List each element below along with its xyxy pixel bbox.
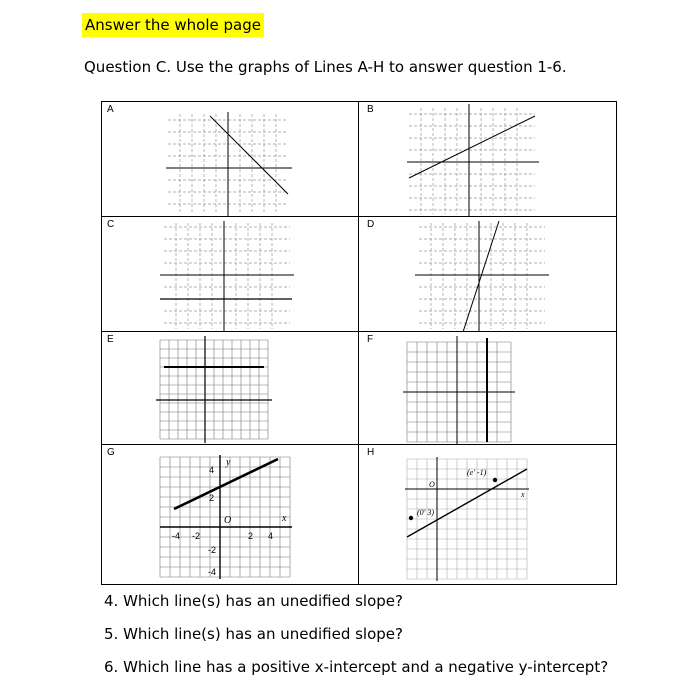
- g-axis-x-label: x: [282, 513, 287, 524]
- graph-e-plot: [102, 332, 359, 445]
- graph-cell-h: [359, 445, 616, 584]
- h-point-left: [409, 516, 413, 520]
- h-point-top-label: (e' -1): [467, 468, 487, 477]
- g-tick-xm4: -4: [172, 531, 181, 541]
- graph-label-f: F: [367, 334, 374, 345]
- graph-label-g: G: [107, 447, 115, 458]
- graph-cell-f: [359, 332, 616, 445]
- graphs-table: [101, 101, 617, 585]
- g-tick-x2: 2: [248, 531, 254, 541]
- graph-label-e: E: [107, 334, 114, 345]
- g-tick-ym4: -4: [208, 567, 217, 577]
- graph-cell-d: [359, 217, 616, 332]
- graph-label-a: A: [107, 104, 114, 115]
- graph-a-plot: [102, 102, 359, 217]
- g-origin-label: O: [224, 515, 232, 526]
- graph-cell-a: [102, 102, 359, 217]
- graph-cell-b: [359, 102, 616, 217]
- graph-label-c: C: [107, 219, 115, 230]
- question-4: 4. Which line(s) has an unedified slope?: [104, 592, 403, 610]
- graph-b-plot: [359, 102, 616, 217]
- h-point-top: [493, 478, 497, 482]
- h-axis-x-label: x: [521, 490, 525, 499]
- graph-label-d: D: [367, 219, 375, 230]
- graph-d-plot: [359, 217, 616, 332]
- g-tick-y4: 4: [209, 465, 215, 475]
- h-origin-label: O: [429, 480, 435, 489]
- graph-f-plot: [359, 332, 616, 445]
- question-6: 6. Which line has a positive x-intercept and a negative y-intercept?: [104, 658, 609, 676]
- graph-h-plot: [359, 445, 616, 584]
- graph-label-h: H: [367, 447, 375, 458]
- g-tick-x4: 4: [268, 531, 274, 541]
- g-tick-y2: 2: [209, 493, 215, 503]
- question-title: Question C. Use the graphs of Lines A-H to answer question 1-6.: [84, 58, 567, 76]
- graph-label-b: B: [367, 104, 374, 115]
- g-tick-ym2: -2: [208, 545, 217, 555]
- instruction-highlight: Answer the whole page: [82, 13, 264, 37]
- g-axis-y-label: y: [226, 457, 231, 468]
- graph-cell-g: [102, 445, 359, 584]
- graph-c-plot: [102, 217, 359, 332]
- question-5: 5. Which line(s) has an unedified slope?: [104, 625, 403, 643]
- graph-g-plot: [102, 445, 359, 584]
- graph-cell-e: [102, 332, 359, 445]
- graph-cell-c: [102, 217, 359, 332]
- g-tick-xm2: -2: [192, 531, 201, 541]
- h-point-left-label: (0' 3): [417, 508, 435, 517]
